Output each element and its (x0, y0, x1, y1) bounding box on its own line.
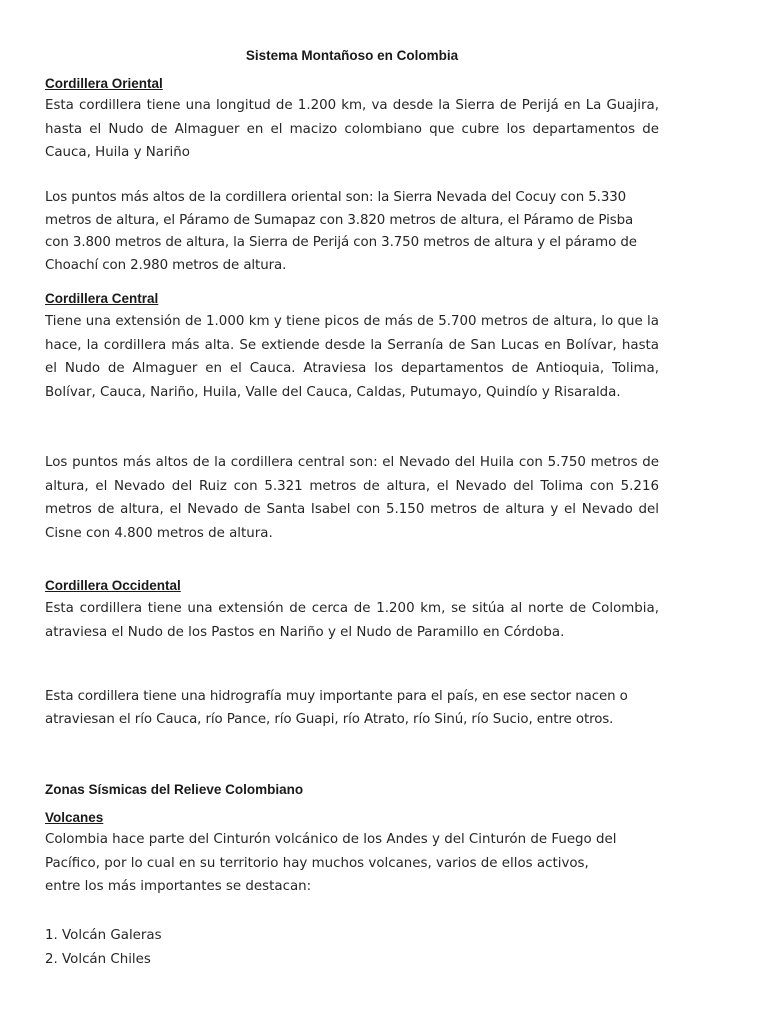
volcanes-paragraph: Colombia hace parte del Cinturón volcánico de los Andes y del Cinturón de Fuego del Pacífico, por lo cual en su territorio hay muchos volcanes, varios de ellos activos, entre los más importantes se destacan: (45, 832, 617, 894)
central-paragraph-1: Tiene una extensión de 1.000 km y tiene picos de más de 5.700 metros de altura, lo que la hace, la cordillera más alta. Se extiende desde la Serranía de San Lucas en Bolívar, hasta el Nudo de Almaguer en el Cauca. Atraviesa los departamentos de Antioquia, Tolima, Bolívar, Cauca, Nariño, Huila, Valle del Cauca, Caldas, Putumayo, Quindío y Risaralda. (45, 314, 659, 400)
oriental-paragraph-2: Los puntos más altos de la cordillera oriental son: la Sierra Nevada del Cocuy con 5.330 metros de altura, el Páramo de Sumapaz con 3.820 metros de altura, el Páramo de Pisba con 3.800 metros de altura, la Sierra de Perijá con 3.750 metros de altura y el páramo de Choachí con 2.980 metros de altura. (45, 190, 637, 274)
oriental-paragraph-1: Esta cordillera tiene una longitud de 1.200 km, va desde la Sierra de Perijá en La Guajira, hasta el Nudo de Almaguer en el macizo colombiano que cubre los departamentos de Cauca, Huila y Nariño (45, 98, 659, 160)
list-item: 2. Volcán Chiles (45, 951, 151, 967)
central-paragraph-2: Los puntos más altos de la cordillera central son: el Nevado del Huila con 5.750 metros de altura, el Nevado del Ruiz con 5.321 metros de altura, el Nevado del Tolima con 5.216 metros de altura, el Nevado de Santa Isabel con 5.150 metros de altura y el Nevado del Cisne con 4.800 metros de altura. (45, 455, 659, 541)
document-title: Sistema Montañoso en Colombia (245, 48, 459, 63)
occidental-paragraph-1: Esta cordillera tiene una extensión de cerca de 1.200 km, se sitúa al norte de Colombia, atraviesa el Nudo de los Pastos en Nariño y el Nudo de Paramillo en Córdoba. (45, 601, 659, 640)
heading-cordillera-occidental: Cordillera Occidental (45, 578, 181, 593)
occidental-paragraph-2: Esta cordillera tiene una hidrografía muy importante para el país, en ese sector nacen o atraviesan el río Cauca, río Pance, río Guapi, río Atrato, río Sinú, río Sucio, entre otros. (45, 689, 628, 727)
heading-cordillera-oriental: Cordillera Oriental (45, 76, 163, 91)
volcano-list (45, 924, 162, 971)
heading-volcanes: Volcanes (45, 810, 104, 825)
heading-zonas-sismicas: Zonas Sísmicas del Relieve Colombiano (45, 782, 304, 797)
list-item: 1. Volcán Galeras (45, 928, 162, 943)
heading-cordillera-central: Cordillera Central (45, 291, 159, 306)
